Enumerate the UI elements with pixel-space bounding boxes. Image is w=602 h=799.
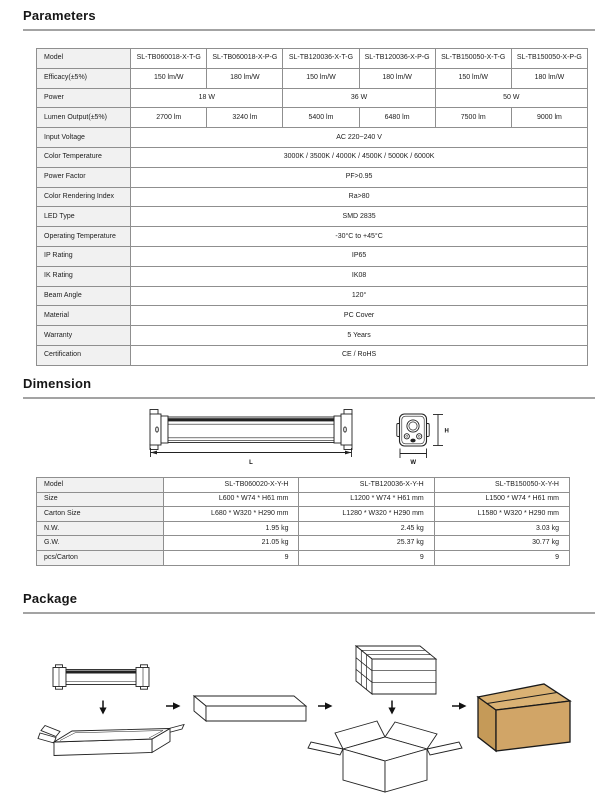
inner-box-closed-icon [194,696,306,721]
row-value: SL-TB060018-X-P-G [207,49,283,69]
carton-open-icon [308,721,462,792]
row-value: 36 W [283,88,435,108]
row-value: 150 lm/W [131,68,207,88]
row-value: SL-TB120036-X-T-G [283,49,359,69]
row-label: G.W. [37,536,164,551]
dimension-table [36,477,570,566]
row-label: Model [37,49,131,69]
table-row [37,128,588,148]
row-value: 5 Years [131,326,588,346]
row-label: Model [37,478,164,493]
row-label: Color Rendering Index [37,187,131,207]
inner-box-open-icon [38,725,184,756]
row-value: 9 [299,550,434,565]
row-value: 180 lm/W [207,68,283,88]
row-value: SMD 2835 [131,207,588,227]
row-value: 3.03 kg [434,521,569,536]
row-value: L1500 * W74 * H61 mm [434,492,569,507]
table-row [37,266,588,286]
row-value: 7500 lm [435,108,511,128]
row-value: SL-TB150050-X-T-G [435,49,511,69]
row-value: L680 * W320 * H290 mm [164,507,299,522]
row-label: Efficacy(±5%) [37,68,131,88]
row-value: 50 W [435,88,587,108]
table-row [37,507,570,522]
row-value: 150 lm/W [435,68,511,88]
table-row [37,550,570,565]
row-value: 9 [164,550,299,565]
height-dimension-line [433,415,449,446]
dimension-diagram [0,400,602,475]
table-row [37,306,588,326]
row-label: N.W. [37,521,164,536]
row-label: IP Rating [37,246,131,266]
row-value: L1580 * W320 * H290 mm [434,507,569,522]
right-arrow-icon [452,702,467,709]
section-divider [23,397,595,399]
table-row [37,147,588,167]
down-arrow-icon [99,701,106,715]
row-label: Input Voltage [37,128,131,148]
table-row [37,345,588,365]
row-value: 2.45 kg [299,521,434,536]
row-value: 25.37 kg [299,536,434,551]
light-fixture-icon [53,665,149,689]
table-row [37,68,588,88]
length-dimension-line [151,448,352,466]
row-value: -30°C to +45°C [131,227,588,247]
row-value: SL-TB060018-X-T-G [131,49,207,69]
row-value: SL-TB120036-X-P-G [359,49,435,69]
section-divider [23,612,595,614]
row-value: SL-TB150050-X-Y-H [434,478,569,493]
section-divider [23,29,595,31]
table-row [37,326,588,346]
row-value: Ra>80 [131,187,588,207]
table-row [37,536,570,551]
table-row [37,286,588,306]
row-value: CE / RoHS [131,345,588,365]
width-dimension-line [400,449,427,467]
package-flow-diagram [0,619,602,799]
table-row [37,88,588,108]
row-value: 9000 lm [511,108,587,128]
row-label: Power [37,88,131,108]
parameters-section-title: Parameters [23,8,96,23]
row-label: Certification [37,345,131,365]
row-value: L600 * W74 * H61 mm [164,492,299,507]
row-value: IK08 [131,266,588,286]
height-label: H [444,428,449,435]
width-label: W [410,460,417,466]
table-row [37,207,588,227]
row-value: PC Cover [131,306,588,326]
row-label: Operating Temperature [37,227,131,247]
row-label: Color Temperature [37,147,131,167]
row-label: Power Factor [37,167,131,187]
row-value: SL-TB150050-X-P-G [511,49,587,69]
row-value: 2700 lm [131,108,207,128]
row-label: pcs/Carton [37,550,164,565]
table-row [37,246,588,266]
table-row [37,49,588,69]
table-row [37,227,588,247]
row-label: IK Rating [37,266,131,286]
row-label: Size [37,492,164,507]
table-row [37,167,588,187]
fixture-side-view-drawing [150,410,352,450]
row-value: L1280 * W320 * H290 mm [299,507,434,522]
table-row [37,492,570,507]
row-value: 180 lm/W [359,68,435,88]
row-value: 30.77 kg [434,536,569,551]
row-value: 9 [434,550,569,565]
row-label: Carton Size [37,507,164,522]
row-value: 18 W [131,88,283,108]
row-value: 21.05 kg [164,536,299,551]
row-value: 3240 lm [207,108,283,128]
table-row [37,478,570,493]
row-value: 120° [131,286,588,306]
row-label: Lumen Output(±5%) [37,108,131,128]
right-arrow-icon [318,702,333,709]
row-label: Beam Angle [37,286,131,306]
table-row [37,521,570,536]
row-value: SL-TB120036-X-Y-H [299,478,434,493]
row-value: PF>0.95 [131,167,588,187]
table-row [37,187,588,207]
row-value: 3000K / 3500K / 4000K / 4500K / 5000K / 6000K [131,147,588,167]
row-value: L1200 * W74 * H61 mm [299,492,434,507]
row-label: Warranty [37,326,131,346]
length-label: L [249,460,253,466]
right-arrow-icon [166,702,181,709]
row-value: 150 lm/W [283,68,359,88]
dimension-section-title: Dimension [23,376,92,391]
row-value: IP65 [131,246,588,266]
row-value: AC 220~240 V [131,128,588,148]
parameters-table [36,48,588,366]
carton-closed-icon [478,684,570,751]
table-row [37,108,588,128]
row-value: 6480 lm [359,108,435,128]
row-label: LED Type [37,207,131,227]
row-value: 1.95 kg [164,521,299,536]
row-value: 180 lm/W [511,68,587,88]
row-label: Material [37,306,131,326]
row-value: SL-TB060020-X-Y-H [164,478,299,493]
inner-boxes-stacked-icon [356,646,436,694]
down-arrow-icon [388,701,395,715]
fixture-end-view-drawing [397,414,429,446]
row-value: 5400 lm [283,108,359,128]
package-section-title: Package [23,591,78,606]
